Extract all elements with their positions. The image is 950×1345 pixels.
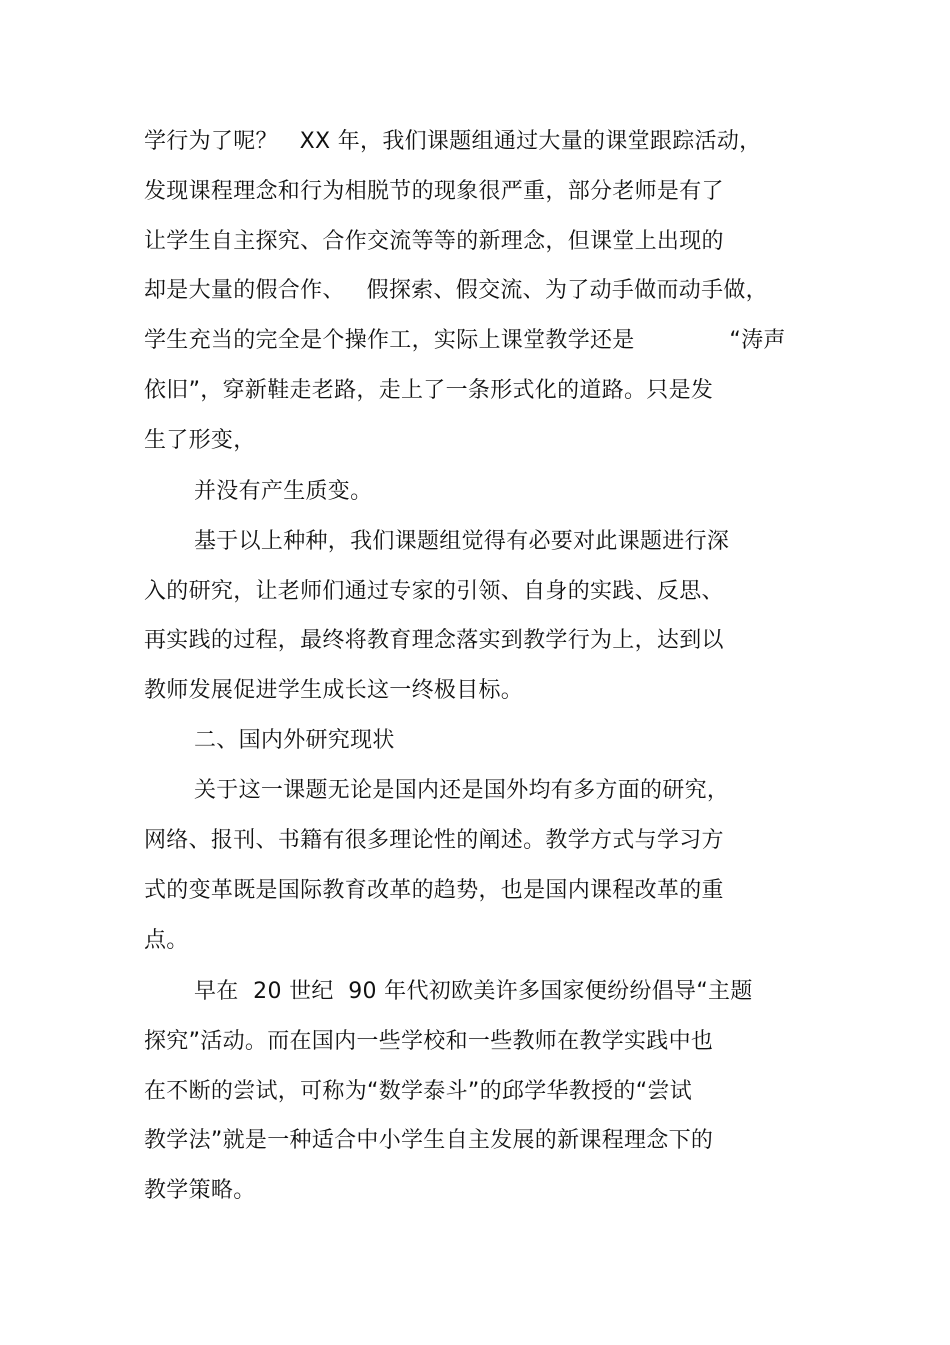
text-line: 式的变革既是国际教育改革的趋势，也是国内课程改革的重: [144, 878, 724, 903]
text-line: 却是大量的假合作、 假探索、假交流、为了动手做而动手做，: [144, 278, 768, 303]
text-line: 发现课程理念和行为相脱节的现象很严重，部分老师是有了: [144, 179, 724, 204]
text-line: 点。: [144, 928, 189, 953]
section-heading: 二、国内外研究现状: [194, 728, 395, 753]
text-line: 教学策略。: [144, 1178, 256, 1203]
text-line: 基于以上种种，我们课题组觉得有必要对此课题进行深: [194, 529, 730, 554]
text-line: 教师发展促进学生成长这一终极目标。: [144, 678, 524, 703]
text-line: 学行为了呢？ XX 年，我们课题组通过大量的课堂跟踪活动，: [144, 129, 762, 154]
text-line: 网络、报刊、书籍有很多理论性的阐述。教学方式与学习方: [144, 828, 724, 853]
text-line: 早在 20 世纪 90 年代初欧美许多国家便纷纷倡导“主题: [194, 979, 753, 1004]
text-line: 生了形变，: [144, 428, 256, 453]
text-line: 并没有产生质变。: [194, 479, 373, 504]
text-line: 关于这一课题无论是国内还是国外均有多方面的研究，: [194, 778, 730, 803]
text-line: 入的研究，让老师们通过专家的引领、自身的实践、反思、: [144, 579, 724, 604]
text-line: 让学生自主探究、合作交流等等的新理念，但课堂上出现的: [144, 229, 724, 254]
text-line: 学生充当的完全是个操作工，实际上课堂教学还是 “涛声: [144, 328, 786, 353]
text-line: 探究”活动。而在国内一些学校和一些教师在教学实践中也: [144, 1029, 714, 1054]
text-line: 在不断的尝试，可称为“数学泰斗”的邱学华教授的“尝试: [144, 1079, 692, 1104]
text-line: 教学法”就是一种适合中小学生自主发展的新课程理念下的: [144, 1128, 714, 1153]
text-line: 依旧”，穿新鞋走老路，走上了一条形式化的道路。只是发: [144, 378, 714, 403]
text-line: 再实践的过程，最终将教育理念落实到教学行为上，达到以: [144, 628, 724, 653]
